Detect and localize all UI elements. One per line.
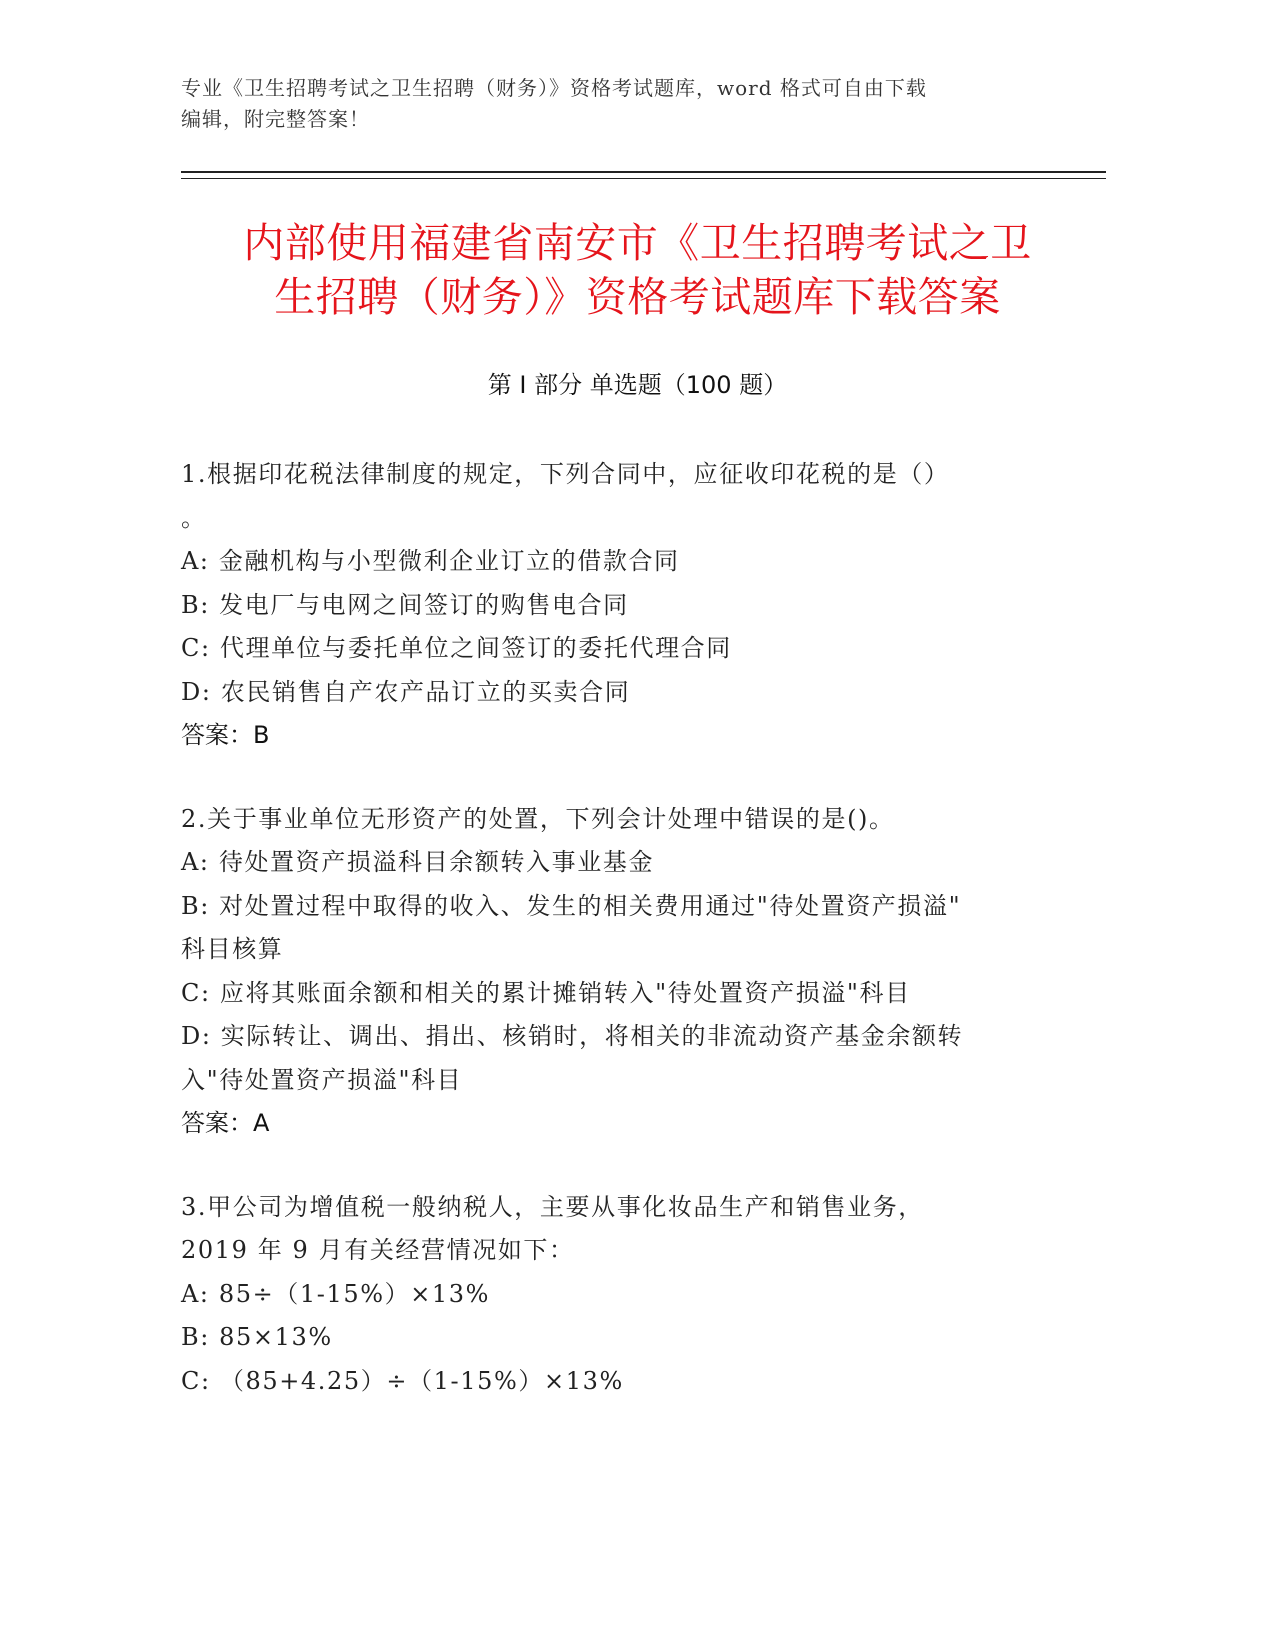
question-stem: 2019 年 9 月有关经营情况如下： <box>181 1236 575 1264</box>
document-title <box>150 216 1125 324</box>
header-line: 编辑，附完整答案！ <box>181 107 370 131</box>
section-title: 第 I 部分 单选题（100 题） <box>487 371 788 399</box>
answer-option: B: 发电厂与电网之间签订的购售电合同 <box>181 590 629 619</box>
question-stem: 。 <box>181 503 207 532</box>
answer-key: 答案：B <box>181 721 270 749</box>
answer-option: D: 实际转让、调出、捐出、核销时，将相关的非流动资产基金余额转 <box>181 1022 964 1050</box>
header-divider <box>181 171 1106 173</box>
answer-option: A: 待处置资产损溢科目余额转入事业基金 <box>181 848 655 876</box>
document-header <box>181 73 1081 135</box>
answer-option: 科目核算 <box>181 935 284 963</box>
header-divider <box>181 178 1106 179</box>
question-list <box>181 453 1031 1443</box>
answer-option: C: （85+4.25）÷（1-15%）×13% <box>181 1366 624 1395</box>
title-line: 生招聘（财务）》资格考试题库下载答案 <box>274 273 1001 321</box>
answer-option: B: 对处置过程中取得的收入、发生的相关费用通过"待处置资产损溢" <box>181 891 962 920</box>
answer-option: A: 金融机构与小型微利企业订立的借款合同 <box>181 547 680 575</box>
answer-option: 入"待处置资产损溢"科目 <box>181 1065 463 1094</box>
question-stem: 3.甲公司为增值税一般纳税人，主要从事化妆品生产和销售业务， <box>181 1192 924 1221</box>
answer-key: 答案：A <box>181 1109 270 1137</box>
question-item <box>181 453 1031 758</box>
answer-option: C: 代理单位与委托单位之间签订的委托代理合同 <box>181 634 732 662</box>
answer-option: D: 农民销售自产农产品订立的买卖合同 <box>181 677 631 706</box>
answer-option: C: 应将其账面余额和相关的累计摊销转入"待处置资产损溢"科目 <box>181 978 911 1007</box>
question-stem: 1.根据印花税法律制度的规定，下列合同中，应征收印花税的是（） <box>181 460 950 488</box>
question-stem: 2.关于事业单位无形资产的处置，下列会计处理中错误的是()。 <box>181 804 895 833</box>
header-line: 专业《卫生招聘考试之卫生招聘（财务）》资格考试题库，word 格式可自由下载 <box>181 76 927 100</box>
answer-option: B: 85×13% <box>181 1323 333 1351</box>
question-item <box>181 1186 1031 1404</box>
question-item <box>181 798 1031 1146</box>
answer-option: A: 85÷（1-15%）×13% <box>181 1279 491 1308</box>
title-line: 内部使用福建省南安市《卫生招聘考试之卫 <box>243 219 1032 267</box>
